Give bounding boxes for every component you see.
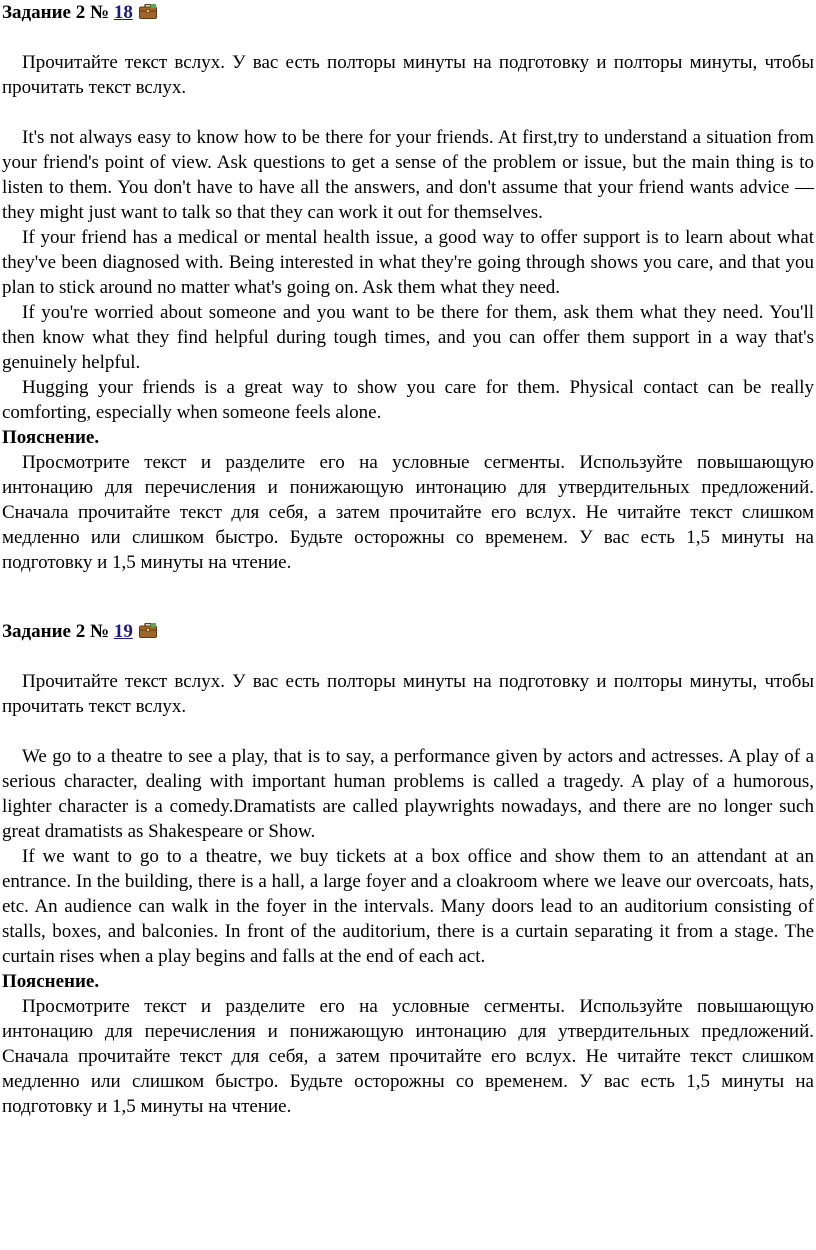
text-paragraph: Hugging your friends is a great way to show you care for them. Physical contact can be really comforting, especially when someone feels alone. [2, 377, 814, 423]
briefcase-icon[interactable] [139, 620, 157, 635]
task-19 [2, 619, 816, 1119]
explanation-text: Просмотрите текст и разделите его на условные сегменты. Используйте повышающую интонацию для перечисления и понижающую интонацию для утвердительных предложений. Сначала прочитайте текст для себя, а затем прочитайте его вслух. Не читайте текст слишком медленно или слишком быстро. Будьте осторожны со временем. У вас есть 1,5 минуты на подготовку и 1,5 минуты на чтение. [2, 452, 814, 573]
task-number-link[interactable]: 19 [113, 621, 133, 642]
text-paragraph: We go to a theatre to see a play, that is to say, a performance given by actors and actresses. A play of a serious character, dealing with important human problems is called a tragedy. A play of a humorous, lighter character is a comedy.Dramatists are called playwrights nowadays, and there are no longer such great dramatists as Shakespeare or Show. [2, 746, 814, 842]
explanation-label: Пояснение. [2, 427, 100, 448]
task-header [2, 0, 816, 25]
task-prefix: Задание 2 № [2, 2, 110, 23]
explanation-text: Просмотрите текст и разделите его на условные сегменты. Используйте повышающую интонацию для перечисления и понижающую интонацию для утвердительных предложений. Сначала прочитайте текст для себя, а затем прочитайте его вслух. Не читайте текст слишком медленно или слишком быстро. Будьте осторожны со временем. У вас есть 1,5 минуты на подготовку и 1,5 минуты на чтение. [2, 996, 814, 1117]
task-18 [2, 0, 816, 575]
task-instruction: Прочитайте текст вслух. У вас есть полторы минуты на подготовку и полторы минуты, чтобы прочитать текст вслух. [2, 52, 814, 98]
text-paragraph: If you're worried about someone and you want to be there for them, ask them what they need. You'll then know what they find helpful during tough times, and you can offer them support in a way that's genuinely helpful. [2, 302, 814, 373]
task-prefix: Задание 2 № [2, 621, 110, 642]
text-paragraph: If your friend has a medical or mental health issue, a good way to offer support is to learn about what they've been diagnosed with. Being interested in what they're going through shows you care, and that you plan to stick around no matter what's going on. Ask them what they need. [2, 227, 814, 298]
explanation-label: Пояснение. [2, 971, 100, 992]
text-paragraph: It's not always easy to know how to be there for your friends. At first,try to understand a situation from your friend's point of view. Ask questions to get a sense of the problem or issue, but the main thing is to listen to them. You don't have to have all the answers, and don't assume that your friend wants advice — they might just want to talk so that they can work it out for themselves. [2, 127, 814, 223]
task-header [2, 619, 816, 644]
task-instruction: Прочитайте текст вслух. У вас есть полторы минуты на подготовку и полторы минуты, чтобы прочитать текст вслух. [2, 671, 814, 717]
text-paragraph: If we want to go to a theatre, we buy tickets at a box office and show them to an attendant at an entrance. In the building, there is a hall, a large foyer and a cloakroom where we leave our overcoats, hats, etc. An audience can walk in the foyer in the intervals. Many doors lead to an auditorium consisting of stalls, boxes, and balconies. In front of the auditorium, there is a curtain separating it from a stage. The curtain rises when a play begins and falls at the end of each act. [2, 846, 814, 967]
task-number-link[interactable]: 18 [113, 2, 133, 23]
briefcase-icon[interactable] [139, 1, 157, 16]
